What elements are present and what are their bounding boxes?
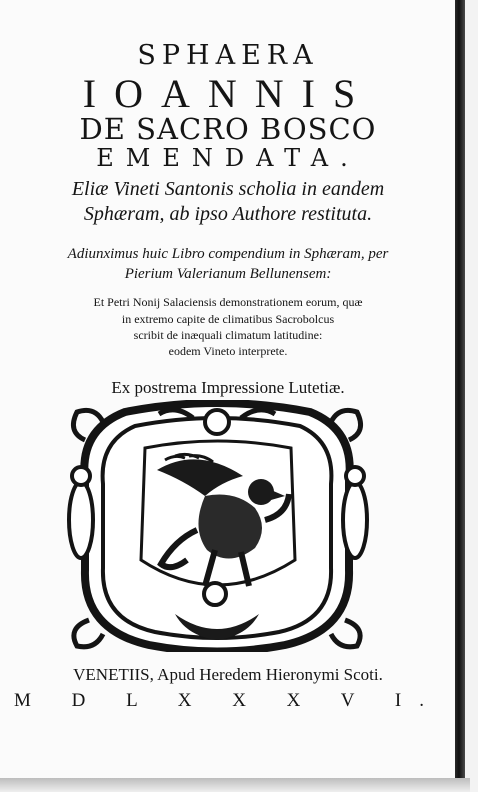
title-ioannis: IOANNIS bbox=[82, 71, 374, 116]
title-de-sacro-bosco: DE SACRO BOSCO bbox=[79, 112, 377, 146]
date-line: M D L X X X V I. bbox=[13, 690, 443, 711]
petri-line-4: eodem Vineto interprete. bbox=[168, 344, 288, 358]
impression-line: Ex postrema Impressione Lutetiæ. bbox=[111, 378, 345, 397]
title-sphaera: SPHAERA bbox=[137, 40, 319, 71]
page-bottom-edge bbox=[0, 778, 470, 792]
petri-line-3: scribit de inæquali climatum latitudine: bbox=[133, 328, 323, 342]
page-edge-shadow bbox=[455, 0, 465, 792]
petri-line-2: in extremo capite de climatibus Sacrobolcus bbox=[121, 312, 335, 326]
imprint-line: VENETIIS, Apud Heredem Hieronymi Scoti. bbox=[73, 665, 383, 684]
scholia-line-2: Sphæram, ab ipso Authore restituta. bbox=[83, 203, 373, 225]
petri-line-1: Et Petri Nonij Salaciensis demonstrationem eorum, quæ bbox=[93, 295, 363, 309]
title-emendata: EMENDATA. bbox=[96, 144, 360, 172]
scholia-line-1: Eliæ Vineti Santonis scholia in eandem bbox=[71, 178, 385, 200]
adiunximus-line-1: Adiunximus huic Libro compendium in Sphæram, per bbox=[67, 246, 389, 262]
griffin-printers-device-icon bbox=[65, 400, 370, 652]
page-margin bbox=[465, 0, 478, 792]
adiunximus-line-2: Pierium Valerianum Bellunensem: bbox=[124, 266, 332, 282]
